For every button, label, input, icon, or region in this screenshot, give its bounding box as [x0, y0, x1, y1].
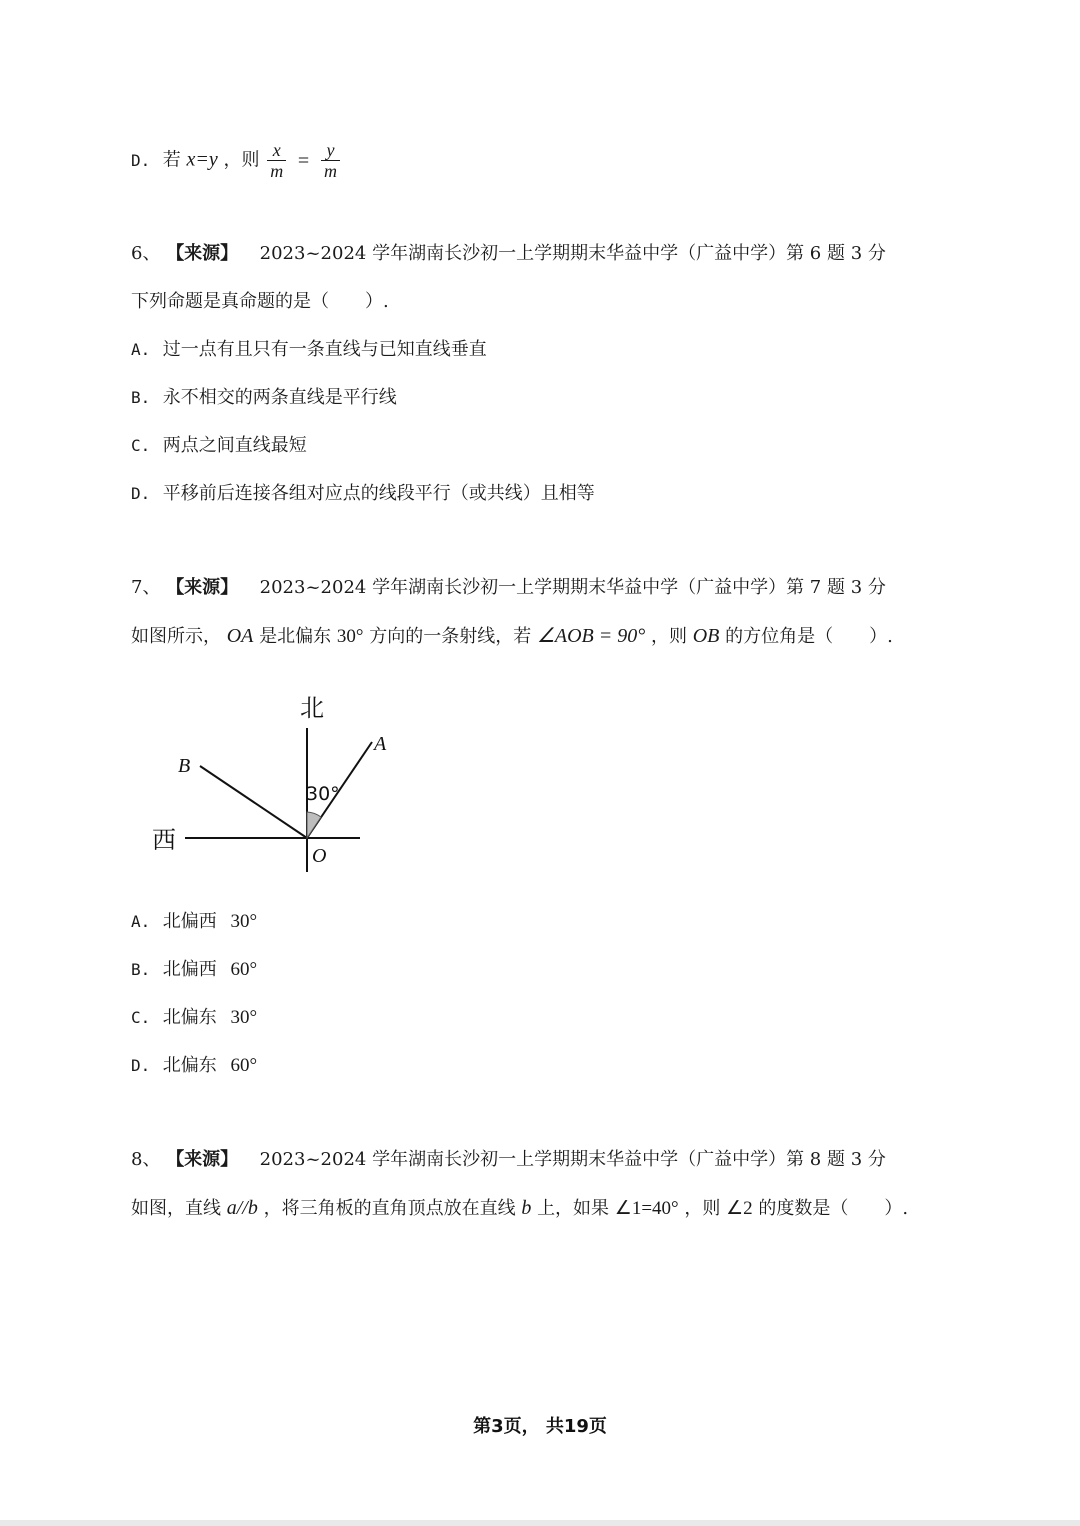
stem-part: 的度数是（ ）.: [758, 1198, 909, 1219]
angle-arc: [307, 812, 321, 838]
stem-part: ，则: [684, 1198, 721, 1219]
ray-ob-line: [200, 766, 307, 838]
option-degree: 30°: [230, 1007, 258, 1028]
fraction-numerator: y: [321, 140, 340, 161]
option-mid: ，则: [223, 149, 260, 171]
angle-label: 30°: [306, 783, 340, 805]
stem-part: ，将三角板的直角顶点放在直线: [263, 1198, 516, 1219]
option-direction: 北偏西: [162, 959, 217, 980]
question-number: 6、: [131, 243, 161, 264]
option-direction: 北偏东: [162, 1055, 217, 1076]
q6-stem: 下列命题是真命题的是（ ）.: [131, 291, 389, 312]
q7-option-d[interactable]: [131, 1054, 257, 1078]
page-bottom-edge: [0, 1520, 1080, 1526]
direction-diagram: [140, 680, 400, 880]
option-letter: D.: [131, 150, 151, 170]
question-number: 7、: [131, 577, 161, 598]
source-label: 【来源】: [166, 1149, 239, 1170]
source-text: 2023~2024 学年湖南长沙初一上学期期末华益中学（广益中学）第 7 题 3 分: [259, 577, 886, 598]
q8-stem: [131, 1196, 908, 1221]
option-degree: 60°: [230, 959, 258, 980]
source-text: 2023~2024 学年湖南长沙初一上学期期末华益中学（广益中学）第 8 题 3 分: [259, 1149, 886, 1170]
stem-part: 是北偏东: [259, 626, 332, 647]
point-o-label: O: [312, 845, 327, 867]
fraction-numerator: x: [267, 140, 286, 161]
option-letter: A.: [131, 912, 151, 931]
north-label: 北: [300, 694, 324, 722]
stem-part: 方向的一条射线，若: [369, 626, 532, 647]
q6-option-d[interactable]: [131, 482, 595, 506]
option-letter: D.: [131, 484, 151, 503]
q7-stem: [131, 624, 893, 649]
fraction-left: [267, 140, 286, 181]
q7-option-b[interactable]: [131, 958, 257, 982]
stem-part: 上，如果: [537, 1198, 610, 1219]
fraction-right: [321, 140, 340, 181]
q6-option-c[interactable]: [131, 434, 307, 458]
option-letter: A.: [131, 340, 151, 359]
source-label: 【来源】: [166, 243, 239, 264]
stem-part: 如图所示，: [131, 626, 221, 647]
angle-30: 30°: [336, 626, 364, 647]
option-letter: B.: [131, 960, 151, 979]
option-direction: 北偏西: [162, 911, 217, 932]
option-text: 过一点有且只有一条直线与已知直线垂直: [162, 339, 487, 360]
option-text: 两点之间直线最短: [162, 435, 307, 456]
question-number: 8、: [131, 1149, 161, 1170]
q7-option-c[interactable]: [131, 1006, 257, 1030]
source-text: 2023~2024 学年湖南长沙初一上学期期末华益中学（广益中学）第 6 题 3 分: [259, 243, 886, 264]
q7-option-a[interactable]: [131, 910, 257, 934]
stem-part: 如图，直线: [131, 1198, 221, 1219]
condition-math: x=y: [186, 148, 218, 171]
stem-part: 的方位角是（ ）.: [725, 626, 893, 647]
stem-part: ，则: [651, 626, 687, 647]
option-prefix: 若: [162, 149, 181, 171]
fraction-denominator: m: [270, 161, 284, 181]
west-label: 西: [152, 826, 176, 854]
angle-aob: ∠AOB = 90°: [536, 625, 646, 647]
fraction-denominator: m: [323, 161, 337, 181]
q6-source-line: [131, 242, 886, 266]
option-direction: 北偏东: [162, 1007, 217, 1028]
angle-2: ∠2: [726, 1198, 753, 1219]
q6-option-a[interactable]: [131, 338, 487, 362]
page-footer: 第3页， 共19页: [473, 1416, 607, 1437]
option-letter: C.: [131, 1008, 151, 1027]
option-degree: 60°: [230, 1055, 258, 1076]
option-letter: D.: [131, 1056, 151, 1075]
option-letter: C.: [131, 436, 151, 455]
equals-sign: =: [297, 149, 310, 172]
option-degree: 30°: [230, 911, 258, 932]
q7-source-line: [131, 576, 886, 600]
point-a-label: A: [374, 733, 387, 755]
option-text: 平移前后连接各组对应点的线段平行（或共线）且相等: [162, 483, 595, 504]
ray-ob: OB: [692, 625, 720, 647]
ray-oa: OA: [226, 625, 254, 647]
option-letter: B.: [131, 388, 151, 407]
source-label: 【来源】: [166, 577, 239, 598]
line-b: b: [521, 1197, 532, 1219]
point-b-label: B: [178, 755, 191, 777]
q8-source-line: [131, 1148, 886, 1172]
q5-option-d: [131, 140, 342, 181]
parallel-lines: a//b: [226, 1197, 258, 1219]
angle-1: ∠1=40°: [614, 1198, 679, 1219]
q6-option-b[interactable]: [131, 386, 397, 410]
option-text: 永不相交的两条直线是平行线: [162, 387, 397, 408]
